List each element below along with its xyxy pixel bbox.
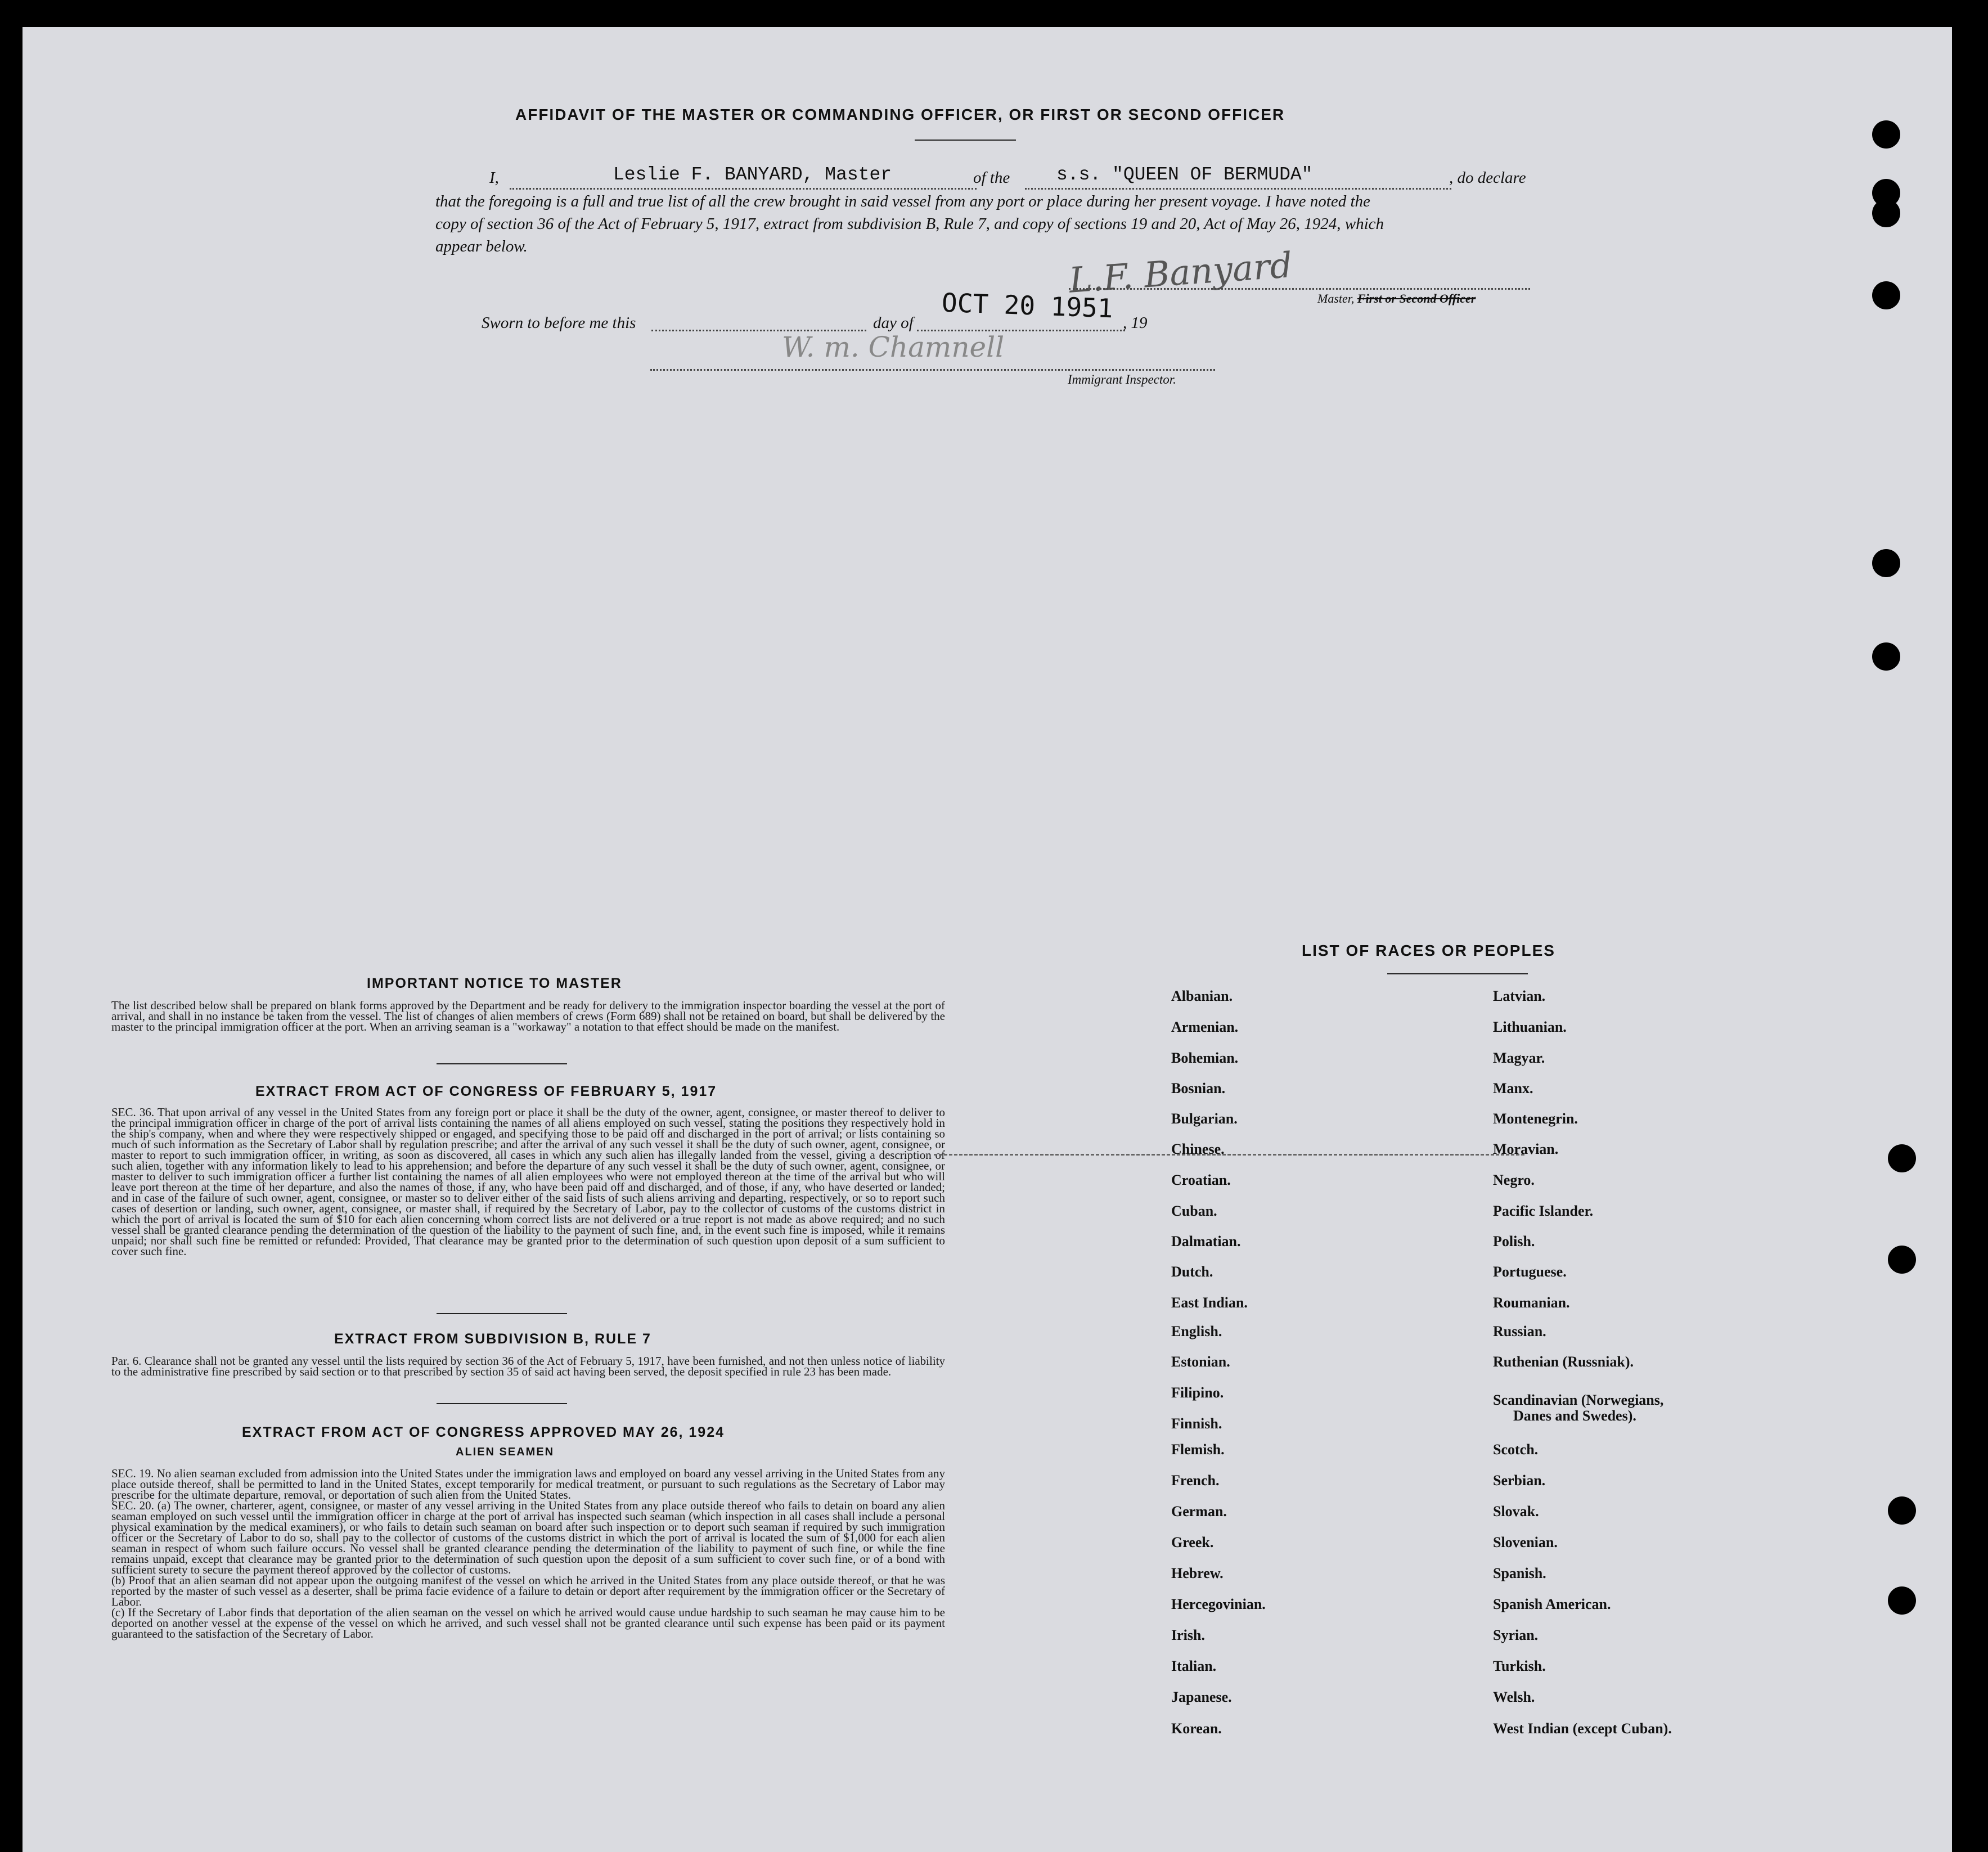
- sec-20b: (b) Proof that an alien seaman did not appear upon the outgoing manifest of the vessel on which he arrived in the United States from any place outside thereof, or that he was reported by the master of such vessel as a deserter, shall be prima facie evidence of a failure to detain or deport after requirement by the immigration officer or the Secretary of Labor.: [111, 1574, 945, 1608]
- signature-caption: [1317, 291, 1476, 306]
- race-right-23: Turkish.: [1493, 1658, 1546, 1674]
- master-name-value: Leslie F. BANYARD: [613, 164, 803, 185]
- race-right-12: Russian.: [1493, 1323, 1546, 1339]
- races-divider: [1387, 973, 1528, 974]
- extract-1917-divider: [437, 1313, 567, 1314]
- race-right-7: Negro.: [1493, 1172, 1535, 1188]
- race-right-20: Spanish.: [1493, 1565, 1546, 1581]
- race-left-4: Bosnian.: [1171, 1080, 1226, 1096]
- punch-hole-6: [1872, 642, 1900, 671]
- punch-hole-5: [1872, 549, 1900, 577]
- race-left-20: Hebrew.: [1171, 1565, 1224, 1581]
- race-right-5: Montenegrin.: [1493, 1111, 1578, 1127]
- punch-hole-9: [1888, 1496, 1916, 1525]
- name-field-line: [510, 188, 977, 190]
- race-right-22: Syrian.: [1493, 1627, 1539, 1643]
- extract-1917-title: EXTRACT FROM ACT OF CONGRESS OF FEBRUARY 5, 1917: [255, 1084, 717, 1099]
- extract-1924-title: EXTRACT FROM ACT OF CONGRESS APPROVED MAY 26, 1924: [242, 1424, 725, 1440]
- struck-caption: First or Second Officer: [1357, 291, 1476, 305]
- extract-1917-body: SEC. 36. That upon arrival of any vessel in the United States from any foreign port or place it shall be the duty of the owner, agent, consignee, or master thereof to deliver to the principal immigration officer in charge of the port of arrival lists containing the names of all aliens employed on such vessel, stating the positions they respectively hold in the ship's company, when and where they were respectively shipped or engaged, and specifying those to be paid off and discharged in the port of arrival; or lists containing so much of such information as the Secretary of Labor shall by regulation prescribe; and after the arrival of any such vessel it shall be the duty of such owner, agent, consignee, or master to report to such immigration officer, in writing, as soon as discovered, all cases in which any such alien has illegally landed from the vessel, giving a description of such alien, together with any information likely to lead to his apprehension; and before the departure of any such vessel it shall be the duty of such owner, agent, consignee, or master to deliver to such immigration officer a further list containing the names of all alien employees who were not employed thereon at the time of the arrival but who will leave port thereon at the time of her departure, and also the names of those, if any, who have been paid off and discharged, and of those, if any, who have deserted or landed; and in case of the failure of such owner, agent, consignee, or master so to deliver either of the said lists of such aliens arriving and departing, respectively, or so to report such cases of desertion or landing, such owner, agent, consignee, or master shall, if required by the Secretary of Labor, pay to the collector of customs of the customs district in which the port of arrival is located the sum of $10 for each alien concerning whom correct lists are not delivered or a true report is not made as above required; and no such vessel shall be granted clearance pending the determination of the question of the liability to the payment of such fine, and, in the event such fine is imposed, while it remains unpaid; nor shall such fine be remitted or refunded: Provided, That clearance may be granted prior to the determination of such question upon deposit of a sum sufficient to cover such fine.: [111, 1105, 945, 1258]
- race-left-21: Hercegovinian.: [1171, 1596, 1266, 1612]
- race-left-10: Dutch.: [1171, 1264, 1213, 1280]
- affidavit-i: I,: [489, 169, 499, 187]
- inspector-signature: W. m. Chamnell: [782, 331, 1005, 363]
- race-left-16: Flemish.: [1171, 1441, 1225, 1458]
- race-right-18: Slovak.: [1493, 1503, 1539, 1520]
- affidavit-line-3: copy of section 36 of the Act of February 5, 1917, extract from subdivision B, Rule 7, and copy of sections 19 and 20, Act of May 26, 1924, which: [435, 215, 1384, 233]
- affidavit-line-4: appear below.: [435, 237, 528, 255]
- inspector-caption: Immigrant Inspector.: [1068, 372, 1176, 386]
- race-left-5: Bulgarian.: [1171, 1111, 1238, 1127]
- race-right-14: Scandinavian (Norwegians,: [1493, 1392, 1664, 1408]
- master-rank: Master: [825, 164, 892, 185]
- race-left-23: Italian.: [1171, 1658, 1217, 1674]
- do-declare-label: , do declare: [1449, 169, 1526, 187]
- title-divider: [915, 140, 1016, 141]
- sec-19: SEC. 19. No alien seaman excluded from admission into the United States under the immigration laws and employed on board any vessel arriving in the United States from any place outside thereof, shall be permitted to land in the United States, except temporarily for medical treatment, or pursuant to such regulations as the Secretary of Labor may prescribe for the ultimate departure, removal, or deportation of such alien from the United States.: [111, 1467, 945, 1502]
- vessel-field-line: [1025, 188, 1451, 190]
- race-left-9: Dalmatian.: [1171, 1233, 1241, 1249]
- race-right-25: West Indian (except Cuban).: [1493, 1720, 1672, 1737]
- race-right-15: Danes and Swedes).: [1513, 1408, 1636, 1424]
- race-left-15: Finnish.: [1171, 1415, 1222, 1432]
- rule-7-divider: [437, 1403, 567, 1404]
- race-left-8: Cuban.: [1171, 1203, 1217, 1219]
- race-left-1: Albanian.: [1171, 988, 1233, 1004]
- punch-hole-10: [1888, 1586, 1916, 1615]
- race-right-2: Lithuanian.: [1493, 1019, 1567, 1035]
- punch-hole-8: [1888, 1246, 1916, 1274]
- race-right-21: Spanish American.: [1493, 1596, 1611, 1612]
- race-left-12: English.: [1171, 1323, 1222, 1339]
- punch-hole-4: [1872, 281, 1900, 309]
- race-left-22: Irish.: [1171, 1627, 1205, 1643]
- race-left-3: Bohemian.: [1171, 1050, 1239, 1066]
- notice-divider: [437, 1063, 567, 1064]
- race-right-3: Magyar.: [1493, 1050, 1545, 1066]
- inspector-line: [650, 369, 1215, 371]
- race-right-9: Polish.: [1493, 1233, 1535, 1249]
- document-page: [23, 27, 1952, 1852]
- sworn-label: Sworn to before me this: [482, 314, 636, 332]
- vessel-name: s.s. "QUEEN OF BERMUDA": [1056, 164, 1313, 185]
- race-left-6: Chinese.: [1171, 1141, 1225, 1157]
- race-left-18: German.: [1171, 1503, 1227, 1520]
- race-right-24: Welsh.: [1493, 1689, 1535, 1705]
- race-right-6: Moravian.: [1493, 1141, 1559, 1157]
- notice-title: IMPORTANT NOTICE TO MASTER: [367, 976, 622, 991]
- fold-mark: [934, 1154, 1524, 1156]
- extract-1924-subtitle: ALIEN SEAMEN: [456, 1446, 555, 1458]
- race-left-19: Greek.: [1171, 1534, 1214, 1550]
- race-right-10: Portuguese.: [1493, 1264, 1567, 1280]
- rule-7-title: EXTRACT FROM SUBDIVISION B, RULE 7: [334, 1331, 651, 1347]
- punch-hole-3: [1872, 199, 1900, 227]
- race-left-25: Korean.: [1171, 1720, 1222, 1737]
- race-left-14: Filipino.: [1171, 1384, 1224, 1401]
- sec-20c: (c) If the Secretary of Labor finds that deportation of the alien seaman on the vessel on which he arrived would cause undue hardship to such seaman he may cause him to be deported on another vessel at the expense of the vessel on which he arrived, and such vessel shall not be granted clearance until such expense has been paid or its payment guaranteed to the satisfaction of the Secretary of Labor.: [111, 1606, 945, 1640]
- affidavit-line-2: that the foregoing is a full and true list of all the crew brought in said vessel from any port or place during her present voyage. I have noted the: [435, 192, 1370, 210]
- race-right-11: Roumanian.: [1493, 1294, 1570, 1311]
- master-name: Leslie F. BANYARD, Master: [613, 164, 892, 185]
- race-right-19: Slovenian.: [1493, 1534, 1558, 1550]
- sec-20a: SEC. 20. (a) The owner, charterer, agent, consignee, or master of any vessel arriving in the United States from any place outside thereof who fails to detain on board any alien seaman employed on such vessel until the immigration officer in charge at the port of arrival has inspected such seaman (which inspection in all cases shall include a personal physical examination by the medical examiners), or who fails to detain such seaman on board after such inspection or to deport such seaman if required by such immigration officer or the Secretary of Labor to do so, shall pay to the collector of customs of the customs district in which the port of arrival is located the sum of $1,000 for each alien seaman in respect of whom such failure occurs. No vessel shall be granted clearance pending the determination of the liability to payment of such fine, or while the fine remains unpaid, except that clearance may be granted prior to the determination of such question upon the deposit of a sum sufficient to cover such fine, or of a bond with sufficient surety to secure the payment thereof approved by the collector of customs.: [111, 1499, 945, 1576]
- rule-7-body: Par. 6. Clearance shall not be granted any vessel until the lists required by section 36 of the Act of February 5, 1917, have been furnished, and not then unless notice of liability to the administrative fine prescribed by said section or to that prescribed by section 35 of said act having been served, the deposit specified in rule 23 has been made.: [111, 1354, 945, 1378]
- of-the-label: of the: [973, 169, 1010, 187]
- date-stamp: OCT 20 1951: [941, 287, 1114, 324]
- punch-hole-7: [1888, 1144, 1916, 1172]
- race-left-7: Croatian.: [1171, 1172, 1231, 1188]
- race-right-17: Serbian.: [1493, 1472, 1546, 1489]
- notice-body: The list described below shall be prepared on blank forms approved by the Department and be ready for delivery to the immigration inspector boarding the vessel at the port of arrival, and shall in no instance be taken from the vessel. The list of changes of alien members of crews (Form 689) shall not be retained on board, but shall be delivered by the master to the principal immigration officer at the port. When an arriving seaman is a "workaway" a notation to that effect should be made on the manifest.: [111, 999, 945, 1033]
- race-left-24: Japanese.: [1171, 1689, 1232, 1705]
- race-left-11: East Indian.: [1171, 1294, 1248, 1311]
- race-right-13: Ruthenian (Russniak).: [1493, 1354, 1634, 1370]
- race-right-8: Pacific Islander.: [1493, 1203, 1594, 1219]
- signature-line: [1069, 288, 1530, 290]
- extract-1924-body: [111, 1468, 945, 1639]
- race-left-17: French.: [1171, 1472, 1220, 1489]
- master-caption: Master,: [1317, 291, 1355, 305]
- race-left-13: Estonian.: [1171, 1354, 1230, 1370]
- race-right-4: Manx.: [1493, 1080, 1533, 1096]
- race-right-16: Scotch.: [1493, 1441, 1539, 1458]
- affidavit-title: AFFIDAVIT OF THE MASTER OR COMMANDING OFFICER, OR FIRST OR SECOND OFFICER: [515, 106, 1285, 123]
- punch-hole-1: [1872, 120, 1900, 149]
- races-title: LIST OF RACES OR PEOPLES: [1302, 942, 1555, 959]
- race-left-2: Armenian.: [1171, 1019, 1239, 1035]
- year-label: , 19: [1123, 314, 1148, 332]
- day-of-label: day of: [873, 314, 914, 332]
- race-right-1: Latvian.: [1493, 988, 1546, 1004]
- master-signature: L.F. Banyard: [1067, 244, 1294, 301]
